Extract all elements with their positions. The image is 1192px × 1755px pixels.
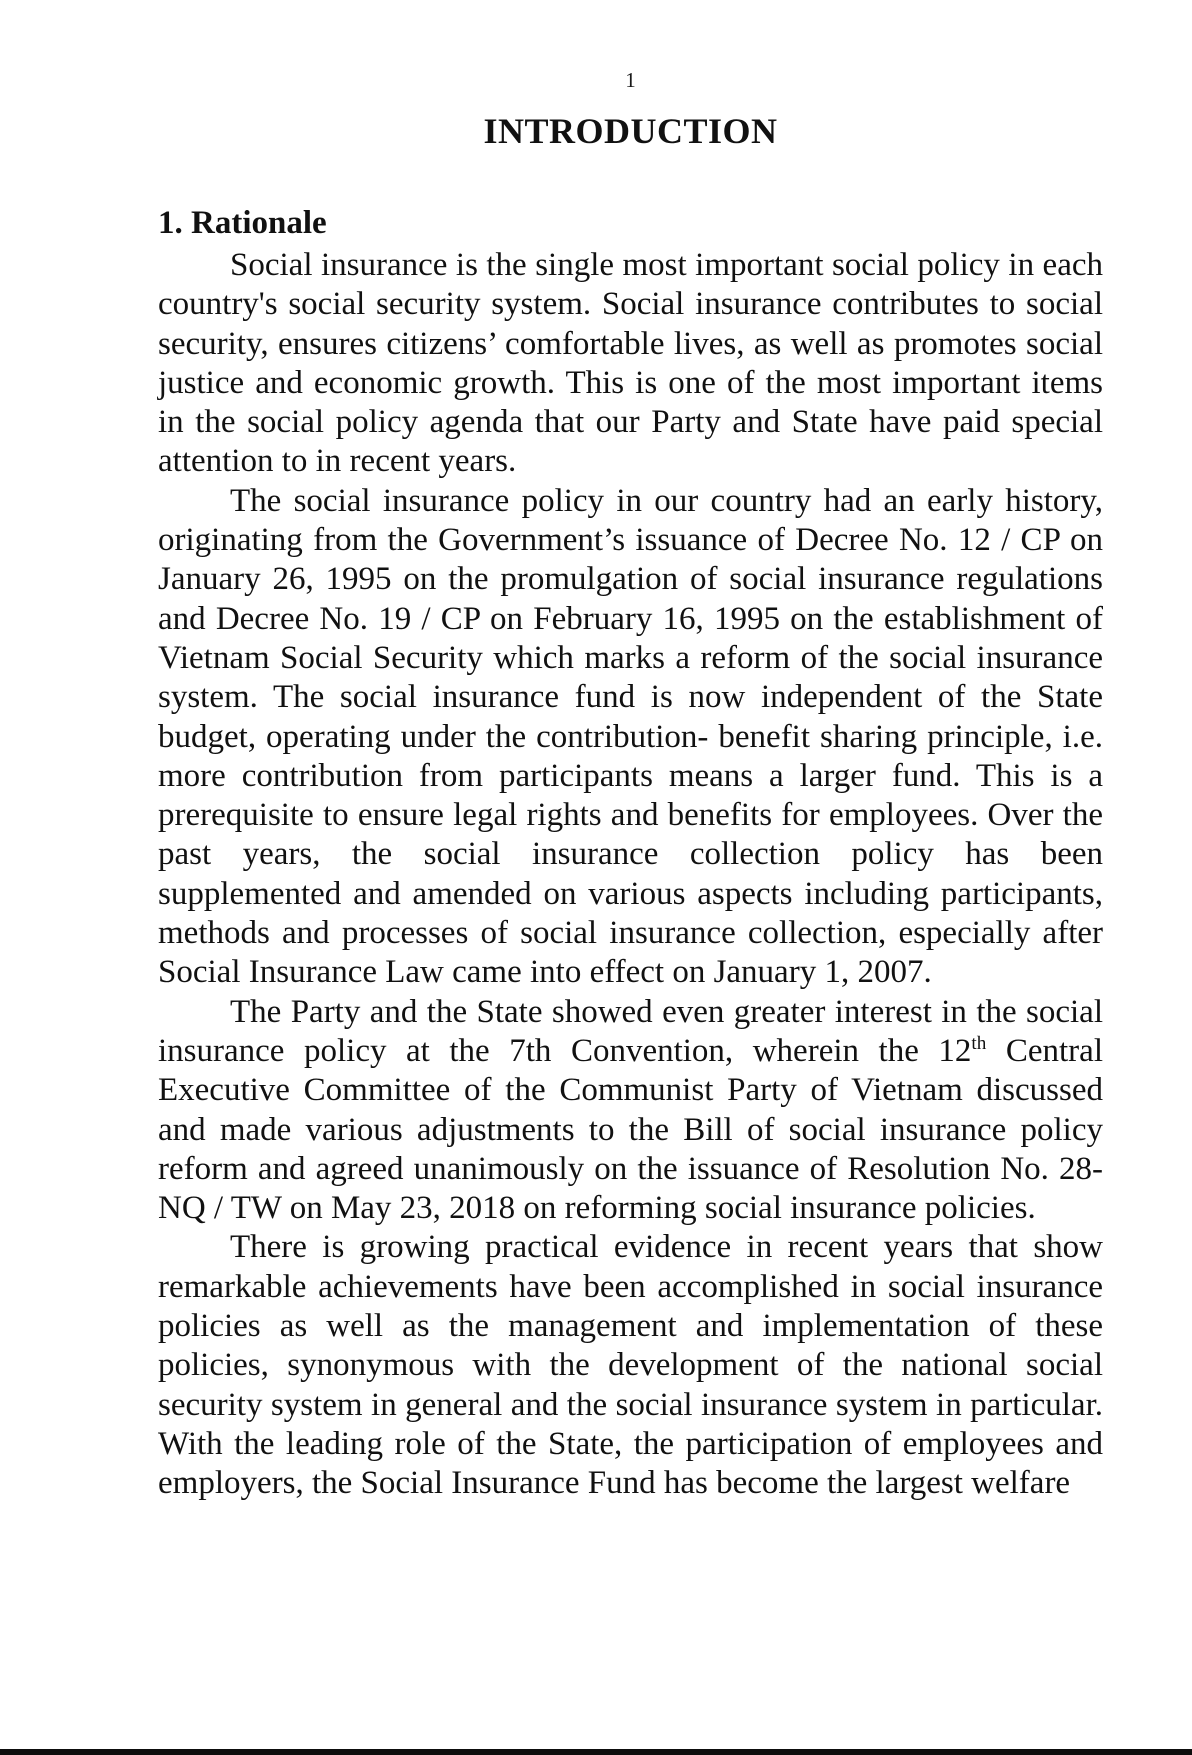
section-heading: 1. Rationale [158,205,327,241]
body-paragraphs [158,246,1103,1504]
document-title: INTRODUCTION [483,111,778,151]
paragraph-rationale-3 [158,993,1103,1229]
page-bottom-edge [0,1749,1192,1755]
paragraph-rationale-2: The social insurance policy in our country had an early history, originating from the Government’s issuance of Decree No. 12 / CP on January 26, 1995 on the promulgation of social insurance regulations and Decree No. 19 / CP on February 16, 1995 on the establishment of Vietnam Social Security which marks a reform of the social insurance system. The social insurance fund is now independent of the State budget, operating under the contribution- benefit sharing principle, i.e. more contribution from participants means a larger fund. This is a prerequisite to ensure legal rights and benefits for employees. Over the past years, the social insurance collection policy has been supplemented and amended on various aspects including participants, methods and processes of social insurance collection, especially after Social Insurance Law came into effect on January 1, 2007. [158,482,1103,991]
page-number: 1 [625,68,636,92]
paragraph-rationale-1: Social insurance is the single most important social policy in each country's social security system. Social insurance contributes to social security, ensures citizens’ comfortable lives, as well as promotes social justice and economic growth. This is one of the most important items in the social policy agenda that our Party and State have paid special attention to in recent years. [158,247,1103,480]
superscript-th: th [971,1032,987,1054]
paragraph-3-pre: The Party and the State showed even greater interest in the social insurance policy at the 7th Convention, wherein the 12 [158,993,1103,1069]
document-page [158,70,1103,1504]
paragraph-rationale-4: There is growing practical evidence in recent years that show remarkable achievements have been accomplished in social insurance policies as well as the management and implementation of these policies, synonymous with the development of the national social security system in general and the social insurance system in particular. With the leading role of the State, the participation of employees and employers, the Social Insurance Fund has become the largest welfare [158,1229,1103,1502]
paragraph-3-post: Central Executive Committee of the Communist Party of Vietnam discussed and made various adjustments to the Bill of social insurance policy reform and agreed unanimously on the issuance of Resolution No. 28-NQ / TW on May 23, 2018 on reforming social insurance policies. [158,1032,1103,1227]
